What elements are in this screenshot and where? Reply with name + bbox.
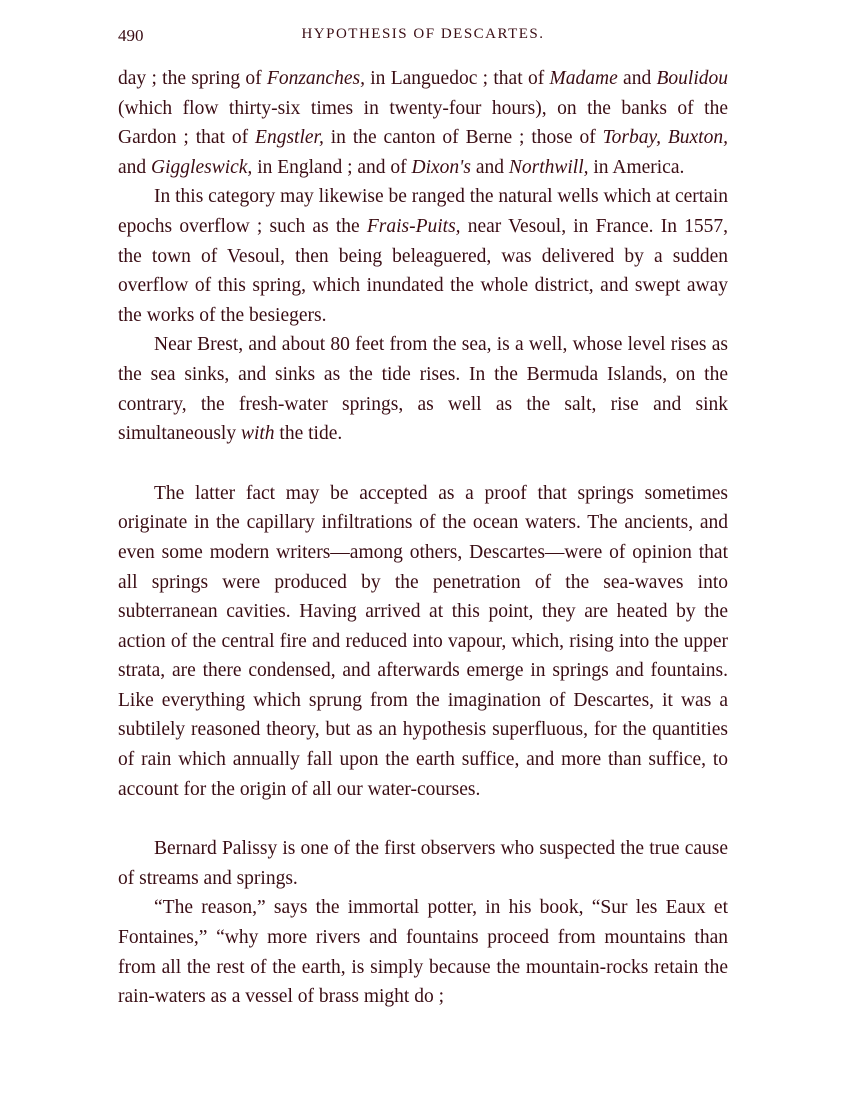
paragraph-brest-well: Near Brest, and about 80 feet from the sea, is a well, whose level rises as the sea sinks, and sinks as the tide rises. In the Bermuda Islands, on the contrary, the fresh-water springs, as well as the salt, rise and sink simultaneously with the tide. xyxy=(118,334,728,445)
paragraph-palissy: Bernard Palissy is one of the first observers who suspected the true cause of streams and springs. xyxy=(118,838,728,889)
paragraph-descartes-hypothesis: The latter fact may be accepted as a proof that springs sometimes originate in the capillary infiltrations of the ocean waters. The ancients, and even some modern writers—among others, Descartes—were of opinion that all springs were produced by the penetration of the sea-waves into subterranean cavities. Having arrived at this point, they are heated by the action of the central fire and reduced into vapour, which, rising into the upper strata, are there condensed, and afterwards emerge in springs and fountains. Like everything which sprung from the imagination of Descartes, it was a subtilely reasoned theory, but as an hypothesis superfluous, for the quantities of rain which annually fall upon the earth suffice, and more than suffice, to account for the origin of all our water-courses. xyxy=(118,482,728,800)
page-header xyxy=(118,26,728,50)
paragraph-springs-list: day ; the spring of Fonzanches, in Languedoc ; that of Madame and Boulidou (which flow thirty-six times in twenty-four hours), on the banks of the Gardon ; that of Engstler, in the canton of Berne ; those of Torbay, Buxton, and Giggleswick, in England ; and of Dixon's and Northwill, in America. xyxy=(118,68,729,178)
paragraph-palissy-quote: “The reason,” says the immortal potter, in his book, “Sur les Eaux et Fontaines,” “why more rivers and fountains proceed from mountains than from all the rest of the earth, is simply because the mountain-rocks retain the rain-waters as a vessel of brass might do ; xyxy=(118,897,728,1008)
page-number: 490 xyxy=(118,26,144,45)
body-text xyxy=(118,64,728,1012)
running-title: HYPOTHESIS OF DESCARTES. xyxy=(301,26,545,42)
paragraph-natural-wells: In this category may likewise be ranged the natural wells which at certain epochs overflow ; such as the Frais-Puits, near Vesoul, in France. In 1557, the town of Vesoul, then being beleaguered, was delivered by a sudden overflow of this spring, which inundated the whole district, and swept away the works of the besiegers. xyxy=(118,186,728,326)
